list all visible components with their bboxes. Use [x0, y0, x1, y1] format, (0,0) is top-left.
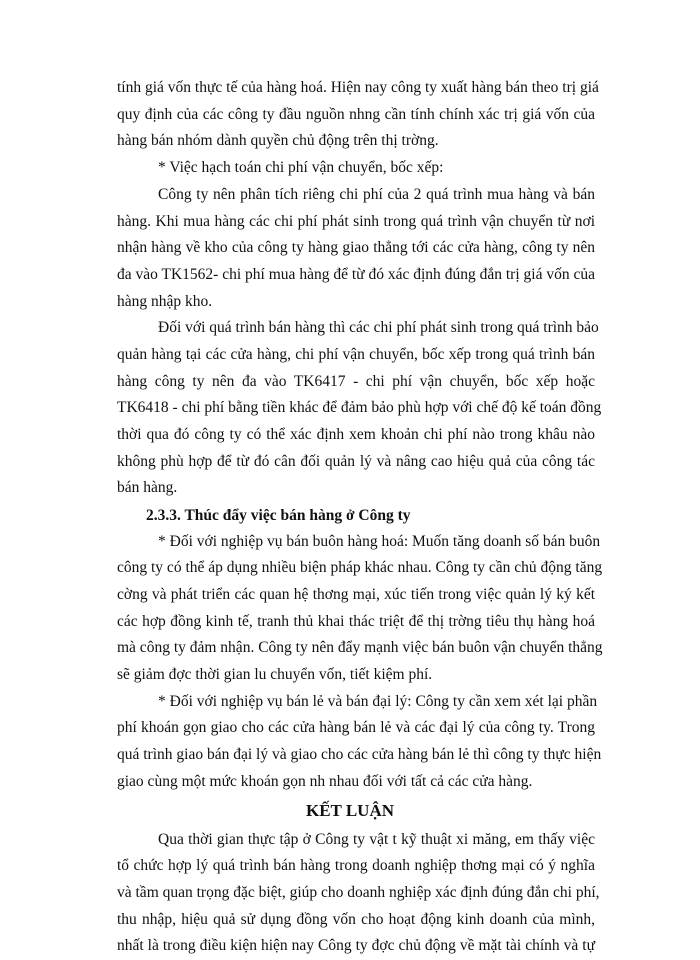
section-heading: 2.3.3. Thúc đẩy việc bán hàng ở Công ty	[146, 507, 411, 524]
text-line: hàng nhập kho.	[117, 293, 213, 310]
text-line: thời qua đó công ty có thể xác định xem khoản chi phí nào trong khâu nào	[117, 426, 595, 443]
text-line: TK6418 - chi phí bằng tiền khác để đảm bảo phù hợp với chế độ kế toán đồng	[117, 399, 602, 416]
text-line: cờng và phát triển các quan hệ thơng mại, xúc tiến trong việc quản lý ký kết	[117, 586, 595, 603]
text-line: hàng. Khi mua hàng các chi phí phát sinh trong quá trình vận chuyển từ nơi	[117, 213, 595, 230]
text-line: hàng công ty nên đa vào TK6417 - chi phí vận chuyển, bốc xếp hoặc	[117, 373, 595, 390]
text-line: quá trình giao bán đại lý và giao cho các cửa hàng bán lẻ thì công ty thực hiện	[117, 746, 602, 763]
text-line: * Việc hạch toán chi phí vận chuyển, bốc xếp:	[158, 159, 444, 176]
text-line: Đối với quá trình bán hàng thì các chi phí phát sinh trong quá trình bảo	[158, 319, 599, 336]
text-line: các hợp đồng kinh tế, tranh thủ khai thác triệt để thị trờng tiêu thụ hàng hoá	[117, 613, 595, 630]
conclusion-heading: KẾT LUẬN	[305, 801, 394, 820]
text-line: đa vào TK1562- chi phí mua hàng để từ đó xác định đúng đắn trị giá vốn của	[117, 266, 595, 283]
text-line: * Đối với nghiệp vụ bán lẻ và bán đại lý: Công ty cần xem xét lại phần	[158, 693, 598, 710]
text-line: không phù hợp để từ đó cân đối quản lý và nâng cao hiệu quả của công tác	[117, 453, 595, 470]
text-line: và tầm quan trọng đặc biệt, giúp cho doanh nghiệp xác định đúng đắn chi phí,	[117, 884, 600, 901]
text-line: quản hàng tại các cửa hàng, chi phí vận chuyển, bốc xếp trong quá trình bán	[117, 346, 595, 363]
text-line: nhận hàng về kho của công ty hàng giao thẳng tới các cửa hàng, công ty nên	[117, 239, 595, 256]
text-line: phí khoán gọn giao cho các cửa hàng bán lẻ và các đại lý của công ty. Trong	[117, 719, 595, 736]
text-line: nhất là trong điều kiện hiện nay Công ty đợc chủ động về mặt tài chính và tự	[117, 937, 595, 954]
text-line: * Đối với nghiệp vụ bán buôn hàng hoá: Muốn tăng doanh số bán buôn	[158, 533, 601, 550]
text-line: công ty có thể áp dụng nhiều biện pháp khác nhau. Công ty cần chủ động tăng	[117, 559, 603, 576]
text-line: quy định của các công ty đầu nguồn nhng cần tính chính xác trị giá vốn của	[117, 106, 595, 123]
text-line: Công ty nên phân tích riêng chi phí của 2 quá trình mua hàng và bán	[158, 186, 595, 203]
text-line: thu nhập, hiệu quả sử dụng đồng vốn cho hoạt động kinh doanh của mình,	[117, 911, 595, 928]
text-line: mà công ty đảm nhận. Công ty nên đẩy mạnh việc bán buôn vận chuyển thẳng	[117, 639, 603, 656]
text-line: tổ chức hợp lý quá trình bán hàng trong doanh nghiệp thơng mại có ý nghĩa	[117, 857, 595, 874]
text-line: Qua thời gian thực tập ở Công ty vật t kỹ thuật xi măng, em thấy việc	[158, 831, 595, 848]
text-line: hàng bán nhóm dành quyền chủ động trên thị trờng.	[117, 132, 439, 149]
text-line: giao cùng một mức khoán gọn nh nhau đối với tất cả các cửa hàng.	[117, 773, 533, 790]
text-line: sẽ giảm đợc thời gian lu chuyển vốn, tiết kiệm phí.	[117, 666, 433, 683]
text-line: tính giá vốn thực tế của hàng hoá. Hiện nay công ty xuất hàng bán theo trị giá	[117, 79, 599, 96]
text-line: bán hàng.	[117, 479, 178, 496]
